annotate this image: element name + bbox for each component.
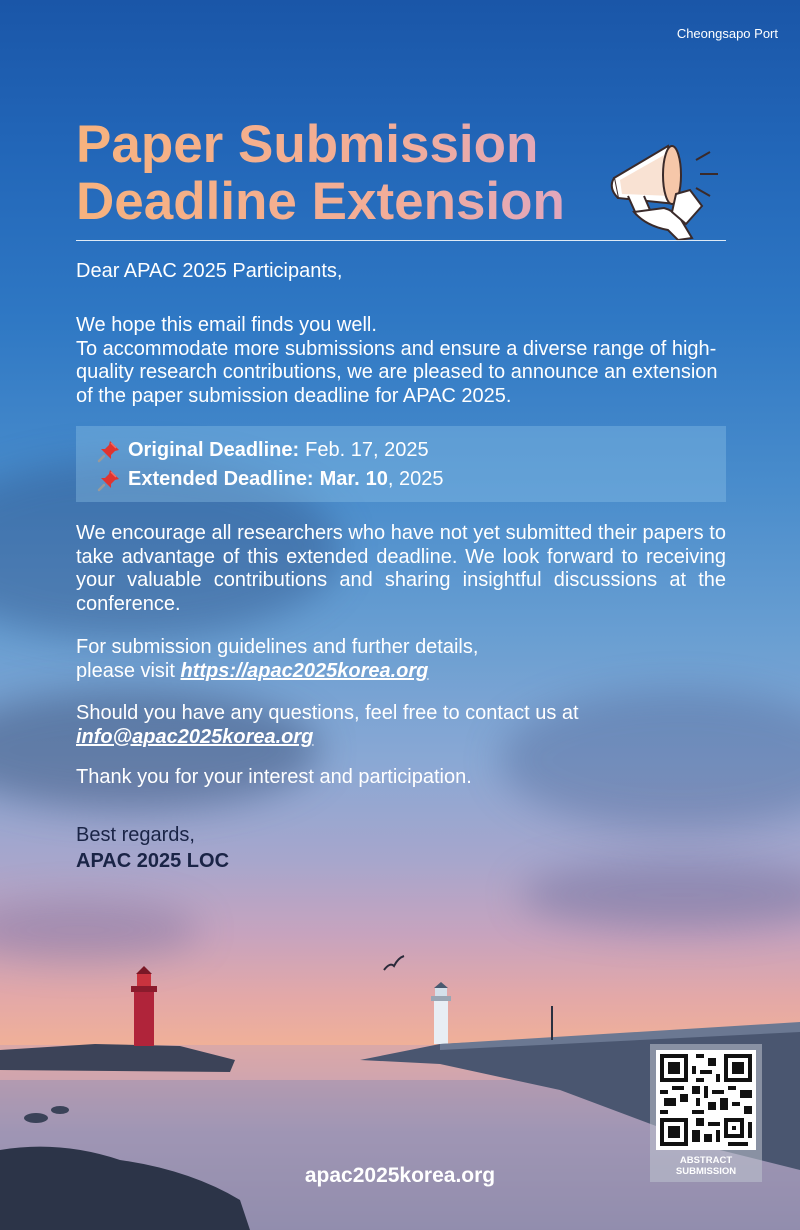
white-lighthouse xyxy=(431,982,451,1044)
extended-deadline-label: Extended Deadline: xyxy=(128,468,314,490)
signature: APAC 2025 LOC xyxy=(76,850,230,872)
contact-email-link[interactable]: info@apac2025korea.org xyxy=(76,725,314,748)
extended-deadline-year: , 2025 xyxy=(387,468,444,490)
abstract-submission-qr[interactable] xyxy=(650,1044,762,1182)
title-line-1: Paper Submission xyxy=(76,115,539,174)
rock xyxy=(51,1106,69,1114)
website-link[interactable]: https://apac2025korea.org xyxy=(180,659,429,682)
contact-line-1: Should you have any questions, feel free to contact us at xyxy=(76,702,579,724)
guidelines-line-1: For submission guidelines and further details, xyxy=(76,636,479,658)
encourage-paragraph: We encourage all researchers who have not yet submitted their papers to take advantage of this extended deadline. We look forward to receiving your valuable contributions and sharing insightful discussions at the conference. xyxy=(76,522,726,615)
closing-line: Best regards, xyxy=(76,824,195,846)
location-caption: Cheongsapo Port xyxy=(676,26,778,41)
extended-deadline-month: Mar. xyxy=(319,468,360,490)
thanks-line: Thank you for your interest and participation. xyxy=(76,766,472,788)
greeting: Dear APAC 2025 Participants, xyxy=(76,260,343,282)
guidelines-prefix: please visit xyxy=(76,659,181,682)
qr-code-icon xyxy=(656,1050,756,1150)
red-lighthouse xyxy=(131,966,157,1046)
intro-line-1: We hope this email finds you well. xyxy=(76,314,377,336)
qr-caption-line-1: ABSTRACT xyxy=(679,1155,733,1166)
original-deadline-date: Feb. 17, 2025 xyxy=(305,439,429,461)
extended-deadline-day: 10 xyxy=(365,468,388,490)
intro-line-2: To accommodate more submissions and ensure a diverse range of high-quality research contributions, we are pleased to announce an extension of the paper submission deadline for APAC 2025. xyxy=(76,337,718,407)
original-deadline-label: Original Deadline: xyxy=(128,439,300,461)
qr-caption-line-2: SUBMISSION xyxy=(675,1166,737,1177)
title-line-2: Deadline Extension xyxy=(76,172,565,231)
seagull xyxy=(384,956,404,970)
rock xyxy=(24,1113,48,1123)
footer-url[interactable]: apac2025korea.org xyxy=(304,1164,496,1187)
